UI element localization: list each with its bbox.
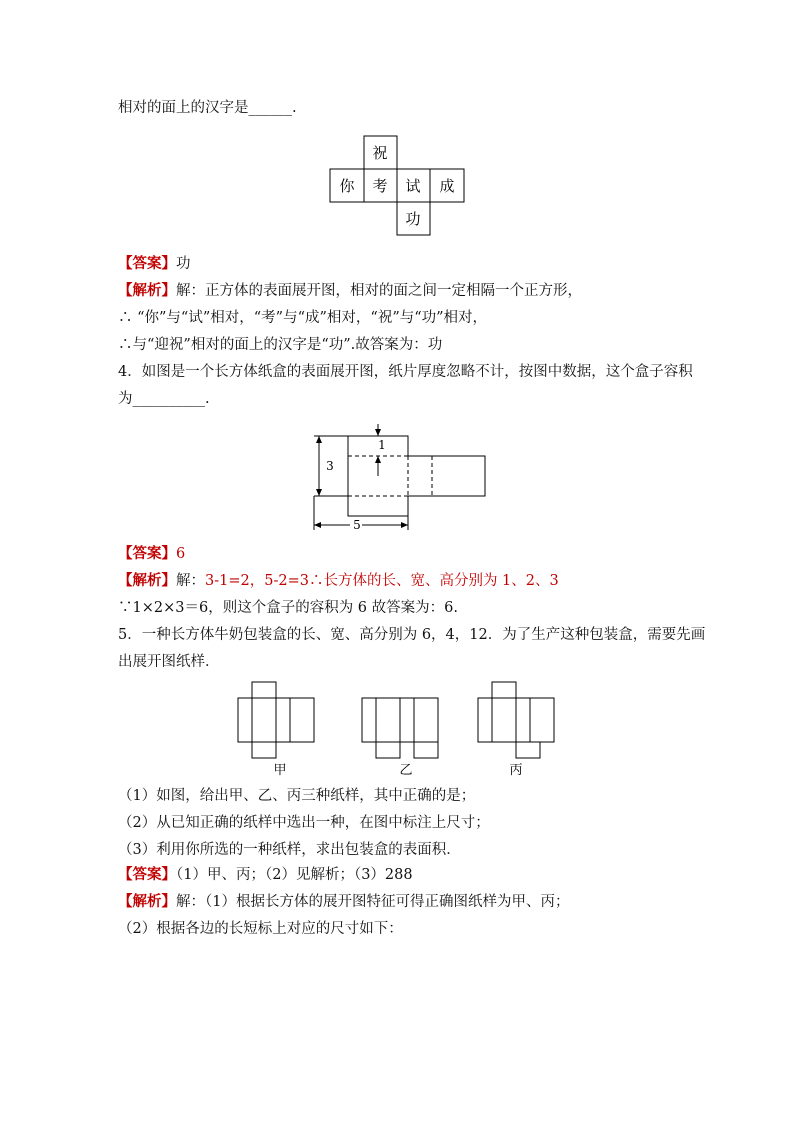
analysis-5-line2: （2）根据各边的长短标上对应的尺寸如下：: [118, 921, 403, 937]
subquestion-5-3: （3）利用你所选的一种纸样，求出包装盒的表面积．: [118, 842, 461, 858]
arrow-down-icon: [375, 429, 381, 436]
analysis-text-red: 3-1=2，5-2=3∴长方体的长、宽、高分别为 1、2、3: [205, 573, 559, 589]
net-char-right2: 成: [439, 177, 455, 195]
width-label: 5: [353, 518, 361, 532]
analysis-5-line1: [118, 892, 569, 912]
question-3-tail: [118, 98, 297, 118]
subquestion-5-1: （1）如图，给出甲、乙、丙三种纸样，其中正确的是；: [118, 788, 476, 804]
question-5-line1: 5．一种长方体牛奶包装盒的长、宽、高分别为 6，4，12．为了生产这种包装盒，需要先画: [118, 627, 706, 643]
analysis-text: 解：正方体的表面展开图，相对的面之间一定相隔一个正方形，: [176, 283, 582, 299]
net-label-jia: 甲: [273, 763, 287, 778]
question-5-line2: 出展开图纸样．: [118, 654, 220, 670]
analysis-4-line2: ∵1×2×3＝6，则这个盒子的容积为 6 故答案为：6.: [118, 600, 458, 616]
gap-label: 1: [378, 438, 386, 452]
question-text: 相对的面上的汉字是: [118, 100, 249, 116]
net-char-left: 你: [339, 177, 355, 195]
net-sample-jia: [238, 682, 314, 758]
answer-tag: 【答案】: [118, 866, 176, 883]
analysis-text: 解：（1）根据长方体的展开图特征可得正确图纸样为甲、丙；: [176, 894, 570, 910]
arrow-down-icon: [316, 489, 322, 496]
period: .: [205, 391, 210, 407]
answer-blank: __________: [132, 391, 205, 407]
net-label-bing: 丙: [509, 763, 523, 778]
net-sample-yi: [362, 698, 438, 758]
fold-lines: [348, 456, 432, 496]
net-char-center: 考: [372, 177, 388, 195]
question-4-line1: 4．如图是一个长方体纸盒的表面展开图，纸片厚度忽略不计，按图中数据，这个盒子容积: [118, 364, 693, 380]
analysis-tag: 【解析】: [118, 282, 176, 299]
analysis-3-line1: [118, 281, 582, 301]
arrow-up-icon: [375, 456, 381, 463]
question-text: 为: [118, 391, 133, 407]
three-nets-figure: [230, 678, 570, 782]
analysis-3-line2: ∴ “你”与“试”相对，“考”与“成”相对，“祝”与“功”相对，: [118, 310, 488, 326]
answer-value: （1）甲、丙；（2）见解析；（3）288: [176, 867, 413, 883]
height-label: 3: [326, 459, 334, 473]
arrow-left-icon: [314, 522, 321, 528]
net-char-bottom: 功: [405, 210, 421, 228]
answer-4: [118, 544, 185, 564]
question-4-line2: [118, 389, 210, 409]
arrow-up-icon: [316, 436, 322, 443]
analysis-4-line1: [118, 571, 559, 591]
box-net-figure: [310, 418, 490, 536]
answer-value: 6: [176, 546, 186, 562]
answer-3: [118, 254, 191, 274]
net-char-top: 祝: [372, 144, 388, 162]
analysis-text: 解：: [176, 573, 205, 589]
answer-5: [118, 865, 413, 885]
analysis-3-line3: ∴与“迎祝”相对的面上的汉字是“功”.故答案为：功: [118, 337, 443, 353]
answer-blank: ______: [248, 100, 292, 116]
box-net-outline: [348, 436, 485, 516]
subquestion-5-2: （2）从已知正确的纸样中选出一种，在图中标注上尺寸；: [118, 815, 490, 831]
net-char-right1: 试: [405, 177, 421, 195]
analysis-tag: 【解析】: [118, 893, 176, 910]
answer-value: 功: [176, 256, 191, 272]
answer-tag: 【答案】: [118, 545, 176, 562]
period: .: [292, 100, 297, 116]
analysis-tag: 【解析】: [118, 572, 176, 589]
arrow-right-icon: [401, 522, 408, 528]
net-sample-bing: [478, 682, 554, 758]
answer-tag: 【答案】: [118, 255, 176, 272]
net-label-yi: 乙: [399, 763, 413, 778]
cube-net-figure: [328, 135, 468, 239]
